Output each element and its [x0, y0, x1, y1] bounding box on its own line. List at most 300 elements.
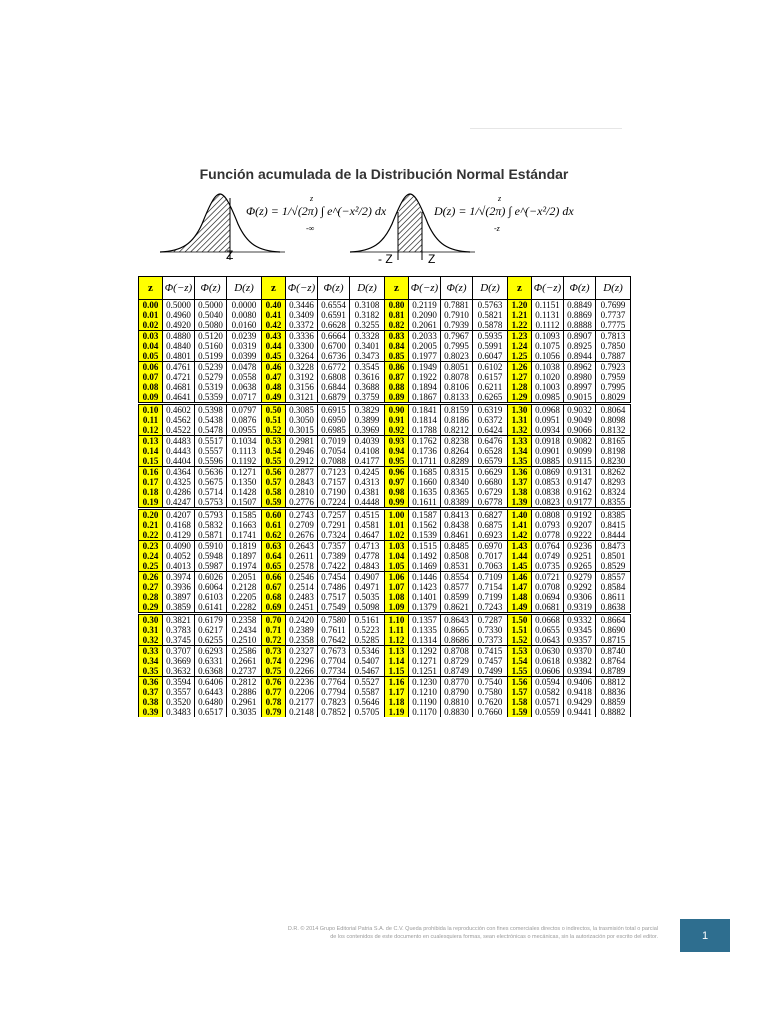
prob-value-cell: 0.8415: [596, 520, 631, 530]
z-value-cell: 0.87: [385, 372, 409, 382]
prob-value-cell: 0.3182: [350, 310, 385, 320]
z-value-cell: 0.18: [139, 487, 163, 497]
z-value-cell: 1.24: [508, 341, 532, 351]
prob-value-cell: 0.1539: [409, 530, 441, 541]
prob-value-cell: 0.7887: [596, 351, 631, 362]
prob-value-cell: 0.4647: [350, 530, 385, 541]
z-value-cell: 1.34: [508, 446, 532, 456]
prob-value-cell: 0.9429: [564, 697, 596, 707]
table-row: [139, 487, 631, 497]
prob-value-cell: 0.9251: [564, 551, 596, 561]
z-value-cell: 0.97: [385, 477, 409, 487]
prob-value-cell: 0.2643: [286, 541, 318, 552]
table-row: [139, 561, 631, 572]
prob-value-cell: 0.6319: [473, 404, 508, 416]
prob-value-cell: 0.9406: [564, 677, 596, 688]
prob-value-cell: 0.0160: [227, 320, 262, 331]
z-value-cell: 0.21: [139, 520, 163, 530]
prob-value-cell: 0.3557: [163, 687, 195, 697]
prob-value-cell: 0.9082: [564, 436, 596, 447]
prob-value-cell: 0.1711: [409, 456, 441, 467]
z-value-cell: 0.43: [262, 331, 286, 342]
prob-value-cell: 0.5517: [195, 436, 227, 447]
table-row: [139, 456, 631, 467]
prob-value-cell: 0.8888: [564, 320, 596, 331]
z-value-cell: 1.22: [508, 320, 532, 331]
prob-value-cell: 0.5596: [195, 456, 227, 467]
table-row: [139, 446, 631, 456]
prob-value-cell: 0.4245: [350, 467, 385, 478]
prob-value-cell: 0.2434: [227, 625, 262, 635]
header-d-z: D(z): [227, 277, 262, 300]
z-value-cell: 0.49: [262, 392, 286, 404]
prob-value-cell: 0.8790: [441, 687, 473, 697]
prob-value-cell: 0.3192: [286, 372, 318, 382]
prob-value-cell: 0.2578: [286, 561, 318, 572]
prob-value-cell: 0.1034: [227, 436, 262, 447]
prob-value-cell: 0.7019: [318, 436, 350, 447]
prob-value-cell: 0.1401: [409, 592, 441, 602]
header-phi-neg-z: Φ(−z): [409, 277, 441, 300]
prob-value-cell: 0.7017: [473, 551, 508, 561]
prob-value-cell: 0.5557: [195, 446, 227, 456]
table-row: [139, 687, 631, 697]
prob-value-cell: 0.4013: [163, 561, 195, 572]
prob-value-cell: 0.8165: [596, 436, 631, 447]
prob-value-cell: 0.5793: [195, 509, 227, 521]
prob-value-cell: 0.1190: [409, 697, 441, 707]
prob-value-cell: 0.2877: [286, 467, 318, 478]
prob-value-cell: 0.7287: [473, 614, 508, 626]
z-value-cell: 1.56: [508, 677, 532, 688]
z-value-cell: 1.32: [508, 425, 532, 436]
prob-value-cell: 0.7063: [473, 561, 508, 572]
prob-value-cell: 0.5239: [195, 362, 227, 373]
z-value-cell: 0.04: [139, 341, 163, 351]
table-row: [139, 362, 631, 373]
prob-value-cell: 0.6664: [318, 331, 350, 342]
prob-value-cell: 0.8664: [596, 614, 631, 626]
prob-value-cell: 0.7486: [318, 582, 350, 592]
prob-value-cell: 0.8859: [596, 697, 631, 707]
prob-value-cell: 0.6331: [195, 656, 227, 666]
z-value-cell: 1.10: [385, 614, 409, 626]
table-row: [139, 436, 631, 447]
prob-value-cell: 0.1977: [409, 351, 441, 362]
prob-value-cell: 0.7642: [318, 635, 350, 646]
prob-value-cell: 0.8198: [596, 446, 631, 456]
prob-value-cell: 0.4801: [163, 351, 195, 362]
table-row: [139, 592, 631, 602]
prob-value-cell: 0.9131: [564, 467, 596, 478]
prob-value-cell: 0.7580: [473, 687, 508, 697]
prob-value-cell: 0.6528: [473, 446, 508, 456]
prob-value-cell: 0.3707: [163, 646, 195, 657]
prob-value-cell: 0.7995: [441, 341, 473, 351]
prob-value-cell: 0.4713: [350, 541, 385, 552]
z-value-cell: 0.20: [139, 509, 163, 521]
prob-value-cell: 0.6628: [318, 320, 350, 331]
table-row: [139, 625, 631, 635]
prob-value-cell: 0.9015: [564, 392, 596, 404]
prob-value-cell: 0.8365: [441, 487, 473, 497]
prob-value-cell: 0.6476: [473, 436, 508, 447]
prob-value-cell: 0.1020: [532, 372, 564, 382]
z-value-cell: 0.79: [262, 707, 286, 717]
prob-value-cell: 0.9370: [564, 646, 596, 657]
prob-value-cell: 0.8997: [564, 382, 596, 392]
z-value-cell: 1.50: [508, 614, 532, 626]
prob-value-cell: 0.7823: [318, 697, 350, 707]
z-value-cell: 1.55: [508, 666, 532, 677]
prob-value-cell: 0.3156: [286, 382, 318, 392]
header-phi-z: Φ(z): [564, 277, 596, 300]
prob-value-cell: 0.6047: [473, 351, 508, 362]
prob-value-cell: 0.2661: [227, 656, 262, 666]
prob-value-cell: 0.3108: [350, 300, 385, 311]
z-value-cell: 1.37: [508, 477, 532, 487]
prob-value-cell: 0.6406: [195, 677, 227, 688]
z-value-cell: 1.00: [385, 509, 409, 521]
z-value-cell: 0.85: [385, 351, 409, 362]
prob-value-cell: 0.8686: [441, 635, 473, 646]
prob-value-cell: 0.1112: [532, 320, 564, 331]
prob-value-cell: 0.6680: [473, 477, 508, 487]
prob-value-cell: 0.8106: [441, 382, 473, 392]
z-value-cell: 1.13: [385, 646, 409, 657]
prob-value-cell: 0.8749: [441, 666, 473, 677]
z-value-cell: 0.84: [385, 341, 409, 351]
z-value-cell: 1.25: [508, 351, 532, 362]
table-row: [139, 382, 631, 392]
prob-value-cell: 0.0000: [227, 300, 262, 311]
prob-value-cell: 0.9418: [564, 687, 596, 697]
prob-value-cell: 0.4880: [163, 331, 195, 342]
table-row: [139, 572, 631, 583]
prob-value-cell: 0.2676: [286, 530, 318, 541]
prob-value-cell: 0.8098: [596, 415, 631, 425]
z-value-cell: 0.83: [385, 331, 409, 342]
prob-value-cell: 0.5871: [195, 530, 227, 541]
prob-value-cell: 0.6970: [473, 541, 508, 552]
prob-value-cell: 0.9306: [564, 592, 596, 602]
prob-value-cell: 0.9236: [564, 541, 596, 552]
prob-value-cell: 0.2776: [286, 497, 318, 509]
prob-value-cell: 0.8980: [564, 372, 596, 382]
prob-value-cell: 0.2510: [227, 635, 262, 646]
prob-value-cell: 0.0955: [227, 425, 262, 436]
table-row: [139, 582, 631, 592]
prob-value-cell: 0.7457: [473, 656, 508, 666]
prob-value-cell: 0.5438: [195, 415, 227, 425]
z-value-cell: 1.49: [508, 602, 532, 614]
z-value-cell: 1.42: [508, 530, 532, 541]
z-value-cell: 1.29: [508, 392, 532, 404]
z-value-cell: 0.32: [139, 635, 163, 646]
z-value-cell: 0.82: [385, 320, 409, 331]
prob-value-cell: 0.4108: [350, 446, 385, 456]
z-value-cell: 0.55: [262, 456, 286, 467]
z-value-cell: 0.50: [262, 404, 286, 416]
prob-value-cell: 0.5160: [195, 341, 227, 351]
z-value-cell: 1.39: [508, 497, 532, 509]
z-value-cell: 0.48: [262, 382, 286, 392]
prob-value-cell: 0.6844: [318, 382, 350, 392]
prob-value-cell: 0.7054: [318, 446, 350, 456]
prob-value-cell: 0.4381: [350, 487, 385, 497]
prob-value-cell: 0.5714: [195, 487, 227, 497]
prob-value-cell: 0.7764: [318, 677, 350, 688]
prob-value-cell: 0.1271: [227, 467, 262, 478]
prob-value-cell: 0.7995: [596, 382, 631, 392]
prob-value-cell: 0.8324: [596, 487, 631, 497]
prob-value-cell: 0.2743: [286, 509, 318, 521]
prob-value-cell: 0.8836: [596, 687, 631, 697]
prob-value-cell: 0.8133: [441, 392, 473, 404]
prob-value-cell: 0.7540: [473, 677, 508, 688]
table-row: [139, 656, 631, 666]
header-phi-neg-z: Φ(−z): [163, 277, 195, 300]
prob-value-cell: 0.8599: [441, 592, 473, 602]
prob-value-cell: 0.1611: [409, 497, 441, 509]
prob-value-cell: 0.4090: [163, 541, 195, 552]
prob-value-cell: 0.8715: [596, 635, 631, 646]
prob-value-cell: 0.4907: [350, 572, 385, 583]
prob-value-cell: 0.8643: [441, 614, 473, 626]
prob-value-cell: 0.1038: [532, 362, 564, 373]
z-value-cell: 1.14: [385, 656, 409, 666]
prob-value-cell: 0.0876: [227, 415, 262, 425]
prob-value-cell: 0.8869: [564, 310, 596, 320]
prob-value-cell: 0.9032: [564, 404, 596, 416]
table-row: [139, 677, 631, 688]
z-value-cell: 0.42: [262, 320, 286, 331]
prob-value-cell: 0.9049: [564, 415, 596, 425]
prob-value-cell: 0.7673: [318, 646, 350, 657]
prob-value-cell: 0.3688: [350, 382, 385, 392]
table-row: [139, 310, 631, 320]
prob-value-cell: 0.6629: [473, 467, 508, 478]
prob-value-cell: 0.8962: [564, 362, 596, 373]
prob-value-cell: 0.9177: [564, 497, 596, 509]
prob-value-cell: 0.8132: [596, 425, 631, 436]
prob-value-cell: 0.4721: [163, 372, 195, 382]
prob-value-cell: 0.7243: [473, 602, 508, 614]
z-value-cell: 0.75: [262, 666, 286, 677]
table-row: [139, 666, 631, 677]
z-value-cell: 0.09: [139, 392, 163, 404]
prob-value-cell: 0.0869: [532, 467, 564, 478]
prob-value-cell: 0.8764: [596, 656, 631, 666]
prob-value-cell: 0.1251: [409, 666, 441, 677]
prob-value-cell: 0.0594: [532, 677, 564, 688]
table-row: [139, 541, 631, 552]
prob-value-cell: 0.2358: [227, 614, 262, 626]
prob-value-cell: 0.0968: [532, 404, 564, 416]
prob-value-cell: 0.0853: [532, 477, 564, 487]
prob-value-cell: 0.4313: [350, 477, 385, 487]
prob-value-cell: 0.0239: [227, 331, 262, 342]
prob-value-cell: 0.1819: [227, 541, 262, 552]
prob-value-cell: 0.0681: [532, 602, 564, 614]
z-value-cell: 1.47: [508, 582, 532, 592]
prob-value-cell: 0.9147: [564, 477, 596, 487]
prob-value-cell: 0.3745: [163, 635, 195, 646]
prob-value-cell: 0.7959: [596, 372, 631, 382]
prob-value-cell: 0.5910: [195, 541, 227, 552]
z-value-cell: 1.17: [385, 687, 409, 697]
prob-value-cell: 0.5040: [195, 310, 227, 320]
z-value-cell: 0.41: [262, 310, 286, 320]
prob-value-cell: 0.1271: [409, 656, 441, 666]
prob-value-cell: 0.8438: [441, 520, 473, 530]
z-value-cell: 0.73: [262, 646, 286, 657]
prob-value-cell: 0.8029: [596, 392, 631, 404]
z-value-cell: 0.61: [262, 520, 286, 530]
prob-value-cell: 0.9222: [564, 530, 596, 541]
left-axis-label: Z: [226, 248, 234, 262]
prob-value-cell: 0.6778: [473, 497, 508, 509]
prob-value-cell: 0.3632: [163, 666, 195, 677]
prob-value-cell: 0.2033: [409, 331, 441, 342]
z-value-cell: 1.05: [385, 561, 409, 572]
prob-value-cell: 0.0582: [532, 687, 564, 697]
prob-value-cell: 0.9265: [564, 561, 596, 572]
prob-value-cell: 0.7794: [318, 687, 350, 697]
prob-value-cell: 0.3300: [286, 341, 318, 351]
prob-value-cell: 0.9394: [564, 666, 596, 677]
prob-value-cell: 0.5279: [195, 372, 227, 382]
prob-value-cell: 0.7850: [596, 341, 631, 351]
prob-value-cell: 0.8051: [441, 362, 473, 373]
z-value-cell: 0.93: [385, 436, 409, 447]
z-value-cell: 0.63: [262, 541, 286, 552]
prob-value-cell: 0.7737: [596, 310, 631, 320]
prob-value-cell: 0.3409: [286, 310, 318, 320]
prob-value-cell: 0.8789: [596, 666, 631, 677]
right-bell-curve: [350, 186, 480, 266]
prob-value-cell: 0.0885: [532, 456, 564, 467]
prob-value-cell: 0.2886: [227, 687, 262, 697]
z-value-cell: 0.66: [262, 572, 286, 583]
prob-value-cell: 0.7734: [318, 666, 350, 677]
z-value-cell: 0.07: [139, 372, 163, 382]
prob-value-cell: 0.6026: [195, 572, 227, 583]
z-value-cell: 1.26: [508, 362, 532, 373]
prob-value-cell: 0.6102: [473, 362, 508, 373]
prob-value-cell: 0.1192: [227, 456, 262, 467]
z-value-cell: 0.90: [385, 404, 409, 416]
prob-value-cell: 0.5319: [195, 382, 227, 392]
z-value-cell: 1.52: [508, 635, 532, 646]
z-value-cell: 0.11: [139, 415, 163, 425]
prob-value-cell: 0.4207: [163, 509, 195, 521]
table-row: [139, 520, 631, 530]
z-value-cell: 0.71: [262, 625, 286, 635]
z-value-cell: 0.27: [139, 582, 163, 592]
z-value-cell: 0.26: [139, 572, 163, 583]
prob-value-cell: 0.6424: [473, 425, 508, 436]
prob-value-cell: 0.9382: [564, 656, 596, 666]
z-value-cell: 1.30: [508, 404, 532, 416]
table-row: [139, 351, 631, 362]
prob-value-cell: 0.8882: [596, 707, 631, 717]
prob-value-cell: 0.8501: [596, 551, 631, 561]
table-row: [139, 697, 631, 707]
prob-value-cell: 0.0721: [532, 572, 564, 583]
prob-value-cell: 0.4515: [350, 509, 385, 521]
z-value-cell: 0.02: [139, 320, 163, 331]
prob-value-cell: 0.2061: [409, 320, 441, 331]
prob-value-cell: 0.5987: [195, 561, 227, 572]
prob-value-cell: 0.8690: [596, 625, 631, 635]
prob-value-cell: 0.4843: [350, 561, 385, 572]
table-row: [139, 341, 631, 351]
z-table: [138, 276, 631, 717]
prob-value-cell: 0.2205: [227, 592, 262, 602]
prob-value-cell: 0.4286: [163, 487, 195, 497]
prob-value-cell: 0.6808: [318, 372, 350, 382]
header-z: z: [385, 277, 409, 300]
z-value-cell: 0.92: [385, 425, 409, 436]
prob-value-cell: 0.9162: [564, 487, 596, 497]
prob-value-cell: 0.7881: [441, 300, 473, 311]
prob-value-cell: 0.0717: [227, 392, 262, 404]
z-value-cell: 1.45: [508, 561, 532, 572]
prob-value-cell: 0.8444: [596, 530, 631, 541]
z-value-cell: 0.29: [139, 602, 163, 614]
prob-value-cell: 0.7422: [318, 561, 350, 572]
prob-value-cell: 0.0618: [532, 656, 564, 666]
table-row: [139, 509, 631, 521]
prob-value-cell: 0.7123: [318, 467, 350, 478]
table-row: [139, 646, 631, 657]
z-value-cell: 1.35: [508, 456, 532, 467]
z-value-cell: 1.07: [385, 582, 409, 592]
prob-value-cell: 0.3936: [163, 582, 195, 592]
z-value-cell: 0.56: [262, 467, 286, 478]
prob-value-cell: 0.1663: [227, 520, 262, 530]
prob-value-cell: 0.9345: [564, 625, 596, 635]
z-value-cell: 0.08: [139, 382, 163, 392]
page-title: Función acumulada de la Distribución Normal Estándar: [199, 166, 569, 182]
z-value-cell: 1.09: [385, 602, 409, 614]
prob-value-cell: 0.9099: [564, 446, 596, 456]
prob-value-cell: 0.2912: [286, 456, 318, 467]
prob-value-cell: 0.8944: [564, 351, 596, 362]
z-value-cell: 0.13: [139, 436, 163, 447]
prob-value-cell: 0.4129: [163, 530, 195, 541]
prob-value-cell: 0.0951: [532, 415, 564, 425]
z-value-cell: 1.59: [508, 707, 532, 717]
prob-value-cell: 0.5646: [350, 697, 385, 707]
prob-value-cell: 0.7190: [318, 487, 350, 497]
prob-value-cell: 0.8708: [441, 646, 473, 657]
prob-value-cell: 0.3446: [286, 300, 318, 311]
page-number-badge: [680, 919, 730, 952]
prob-value-cell: 0.8315: [441, 467, 473, 478]
right-axis-label-pos: Z: [428, 252, 436, 266]
z-value-cell: 1.27: [508, 372, 532, 382]
prob-value-cell: 0.1762: [409, 436, 441, 447]
prob-value-cell: 0.1922: [409, 372, 441, 382]
prob-value-cell: 0.2810: [286, 487, 318, 497]
z-value-cell: 0.40: [262, 300, 286, 311]
prob-value-cell: 0.3520: [163, 697, 195, 707]
z-value-cell: 1.19: [385, 707, 409, 717]
header-d-z: D(z): [473, 277, 508, 300]
prob-value-cell: 0.7620: [473, 697, 508, 707]
